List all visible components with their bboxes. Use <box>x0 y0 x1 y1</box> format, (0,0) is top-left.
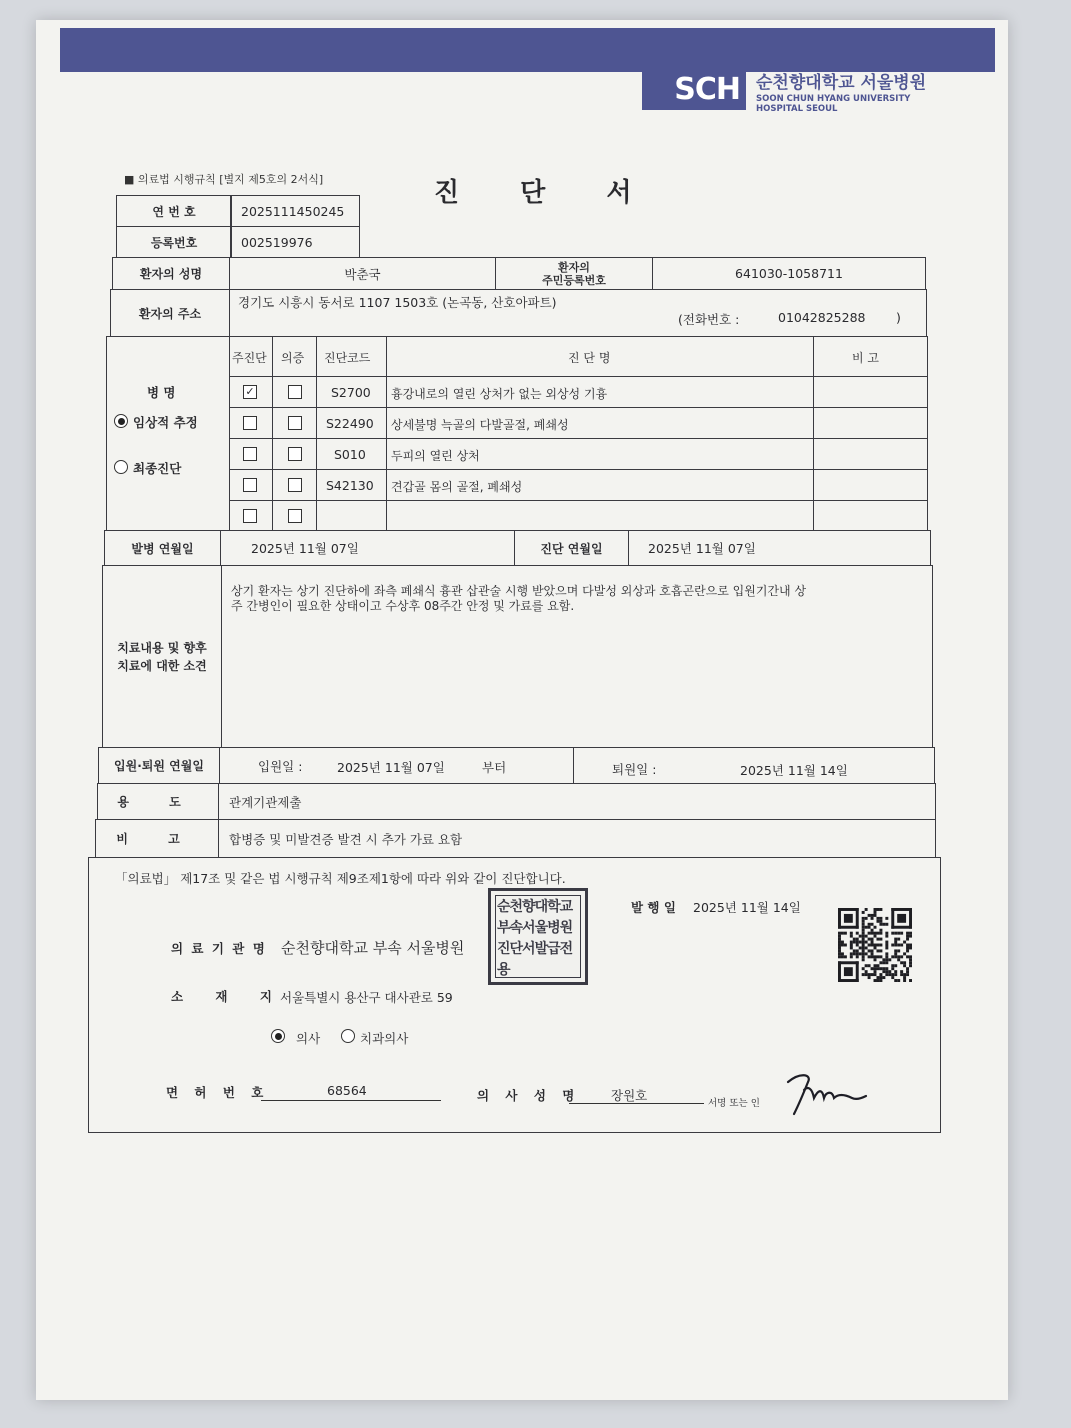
diagnosis-code: S010 <box>334 447 366 462</box>
rrn-value: 641030-1058711 <box>652 257 926 290</box>
address-value: 경기도 시흥시 동서로 1107 1503호 (논곡동, 산호아파트) <box>238 295 557 310</box>
reg-value: 002519976 <box>230 226 360 258</box>
hospital-seal <box>488 888 588 985</box>
main-diagnosis-checkbox[interactable]: ✓ <box>243 385 257 399</box>
clinical-estimate-label: 임상적 추정 <box>133 415 198 430</box>
seal-text: 순천향대학교부속서울병원진단서발급전용 <box>495 895 581 978</box>
doctor-signature <box>782 1068 872 1120</box>
legal-statement: 「의료법」 제17조 및 같은 법 시행규칙 제9조제1항에 따라 위와 같이 진단합니다. <box>115 871 566 886</box>
form-reference: ■ 의료법 시행규칙 [별지 제5호의 2서식] <box>124 173 324 186</box>
usage-value: 관계기관제출 <box>218 783 936 820</box>
treatment-label-line1: 치료내용 및 향후 <box>117 640 207 655</box>
address-label: 환자의 주소 <box>110 289 230 337</box>
suspect-checkbox[interactable] <box>288 385 302 399</box>
col-diagnosis-name: 진 단 명 <box>568 351 611 365</box>
sign-label: 서명 또는 인 <box>708 1098 760 1109</box>
diag-row-divider <box>229 438 928 439</box>
doctor-name-value: 장원호 <box>611 1088 648 1103</box>
diagnosis-name: 흉강내로의 열린 상처가 없는 외상성 기흉 <box>391 387 608 401</box>
discharge-label: 퇴원일 : <box>612 762 657 777</box>
diagnosis-code: S22490 <box>326 416 374 431</box>
main-diagnosis-checkbox[interactable] <box>243 478 257 492</box>
main-diagnosis-checkbox[interactable] <box>243 509 257 523</box>
diagnosis-type-cell <box>106 336 230 531</box>
document-title: 진 단 서 <box>434 178 658 208</box>
doctor-option-label: 의사 <box>296 1031 321 1046</box>
remarks-value: 합병증 및 미발견증 발견 시 추가 가료 요함 <box>218 819 936 858</box>
suspect-checkbox[interactable] <box>288 447 302 461</box>
treatment-label-line2: 치료에 대한 소견 <box>117 658 207 673</box>
phone-close: ) <box>896 310 901 325</box>
license-value: 68564 <box>327 1083 367 1098</box>
doctor-name-label: 의 사 성 명 <box>477 1088 581 1103</box>
clinical-estimate-radio[interactable] <box>114 414 128 428</box>
address-cell <box>229 289 927 337</box>
diag-col-divider <box>813 336 814 531</box>
license-label: 면 허 번 호 <box>166 1085 270 1100</box>
suspect-checkbox[interactable] <box>288 416 302 430</box>
diagnosis-code: S2700 <box>331 385 371 400</box>
diag-header-divider <box>229 376 928 377</box>
admission-from: 부터 <box>482 760 507 775</box>
header-color-band <box>60 28 995 72</box>
phone-value: 01042825288 <box>778 310 866 325</box>
final-diagnosis-label: 최종진단 <box>133 461 182 476</box>
serial-value: 2025111450245 <box>230 195 360 227</box>
col-note: 비 고 <box>852 351 879 365</box>
serial-label: 연 번 호 <box>116 195 232 227</box>
diag-row-divider <box>229 500 928 501</box>
admission-label: 입원·퇴원 연월일 <box>98 747 220 784</box>
onset-date-label: 발병 연월일 <box>104 530 221 566</box>
main-diagnosis-checkbox[interactable] <box>243 416 257 430</box>
logo-english-line2: HOSPITAL SEOUL <box>756 104 838 114</box>
col-main-diagnosis: 주진단 <box>232 351 267 365</box>
dentist-radio[interactable] <box>341 1029 355 1043</box>
diagnosis-date-label: 진단 연월일 <box>514 530 629 566</box>
issue-date-label: 발 행 일 <box>631 900 676 915</box>
logo-english-line1: SOON CHUN HYANG UNIVERSITY <box>756 94 911 104</box>
rrn-label <box>495 257 653 290</box>
remarks-label: 비 고 <box>95 819 219 858</box>
diagnosis-date-value: 2025년 11월 07일 <box>628 530 931 566</box>
dentist-option-label: 치과의사 <box>360 1031 409 1046</box>
diagnosis-code: S42130 <box>326 478 374 493</box>
usage-label: 용 도 <box>97 783 219 820</box>
diagnosis-name: 상세불명 늑골의 다발골절, 폐쇄성 <box>391 418 569 432</box>
qr-code-icon <box>837 908 913 982</box>
disease-name-label: 병 명 <box>147 385 176 400</box>
admission-in-value: 2025년 11월 07일 <box>337 760 445 775</box>
suspect-checkbox[interactable] <box>288 509 302 523</box>
diag-col-divider <box>316 336 317 531</box>
col-suspect: 의증 <box>281 351 305 365</box>
final-diagnosis-radio[interactable] <box>114 460 128 474</box>
discharge-value: 2025년 11월 14일 <box>740 763 848 778</box>
location-label: 소 재 지 <box>171 989 286 1004</box>
onset-date-value: 2025년 11월 07일 <box>220 530 515 566</box>
hospital-logo <box>642 70 942 120</box>
diagnosis-name: 견갑골 몸의 골절, 폐쇄성 <box>391 480 523 494</box>
suspect-checkbox[interactable] <box>288 478 302 492</box>
treatment-label <box>102 565 222 748</box>
diag-row-divider <box>229 469 928 470</box>
treatment-opinion-cell <box>221 565 933 748</box>
main-diagnosis-checkbox[interactable] <box>243 447 257 461</box>
admission-in-cell <box>219 747 574 784</box>
logo-korean-name: 순천향대학교 서울병원 <box>756 73 927 93</box>
diag-col-divider <box>386 336 387 531</box>
admission-out-cell <box>573 747 935 784</box>
col-code: 진단코드 <box>324 351 371 365</box>
issue-date-value: 2025년 11월 14일 <box>693 900 801 915</box>
treatment-text-line2: 주 간병인이 필요한 상태이고 수상후 08주간 안정 및 가료를 요함. <box>231 599 575 613</box>
institution-value: 순천향대학교 부속 서울병원 <box>281 939 465 957</box>
patient-name-value: 박춘국 <box>229 257 496 290</box>
location-value: 서울특별시 용산구 대사관로 59 <box>280 990 453 1005</box>
institution-label: 의 료 기 관 명 <box>171 941 267 956</box>
reg-label: 등록번호 <box>116 226 232 258</box>
logo-mark: SCH <box>642 70 746 110</box>
rrn-label-line2: 주민등록번호 <box>542 273 606 287</box>
diag-row-divider <box>229 407 928 408</box>
admission-in-label: 입원일 : <box>258 759 303 774</box>
rrn-label-line1: 환자의 <box>558 260 590 274</box>
diag-col-divider <box>272 336 273 531</box>
doctor-radio[interactable] <box>271 1029 285 1043</box>
patient-name-label: 환자의 성명 <box>112 257 230 290</box>
treatment-text-line1: 상기 환자는 상기 진단하에 좌측 폐쇄식 흉관 삽관술 시행 받았으며 다발성 외상과 호흡곤란으로 입원기간내 상 <box>231 584 807 598</box>
phone-label: (전화번호 : <box>678 312 740 327</box>
diagnosis-name: 두피의 열린 상처 <box>391 449 480 463</box>
